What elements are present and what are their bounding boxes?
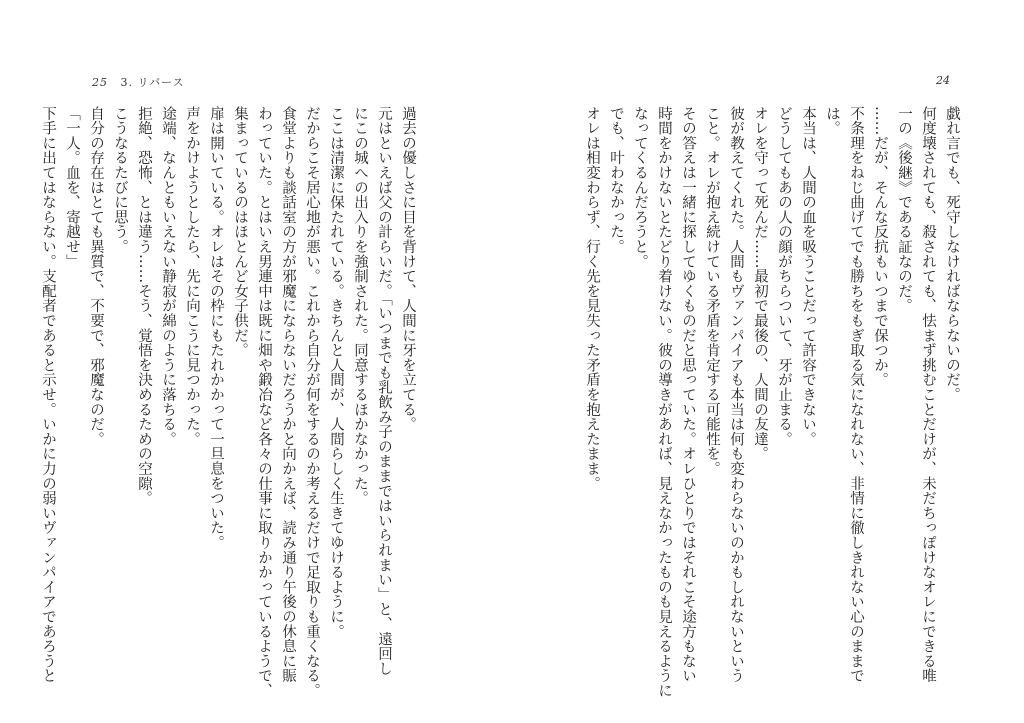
text-line: 不条理をねじ曲げてでも勝ちをもぎ取る気になれない、非情に徹しきれない心のままで [848,106,864,684]
text-line: ……だが、そんな反抗もいつまで保つか。 [872,106,888,388]
text-line: オレは相変わらず、行く先を見失った矛盾を抱えたまま。 [584,106,600,491]
left-page-number: 25 [92,76,108,89]
right-page-body [584,106,964,698]
text-line: 声をかけようとしたら、先に向こうに見つかった。 [184,106,200,447]
text-line: 過去の優しさに目を背けて、人間に牙を立てる。 [400,106,416,432]
text-line: 元はといえば父の計らいだ。「いつまでも乳飲み子のままではいられまい」と、遠回し [376,106,392,676]
text-line: どうしてもあの人の顔がちらついて、牙が止まる。 [776,106,792,447]
text-line: 彼が教えてくれた。人間もヴァンパイアも本当は何も変わらないのかもしれないという [728,106,744,684]
text-line: ここは清潔に保たれている。きちんと人間が、人間らしく生きてゆけるように。 [328,106,344,639]
left-running-header [92,74,185,90]
text-line: にこの城への出入りを強制された。同意するほかなかった。 [352,106,368,506]
text-line: 何度壊されても、殺されても、怯まず挑むことだけが、未だちっぽけなオレにできる唯 [920,106,936,684]
text-line: その答えは一緒に探してゆくものだと思っていた。オレひとりではそれこそ途方もない [680,106,696,684]
text-line: だからこそ居心地が悪い。これから自分が何をするのか考えるだけで足取りも重くなる。 [304,106,320,698]
text-line: でも、叶わなかった。 [608,106,624,254]
text-line: 本当は、人間の血を吸うことだって許容できない。 [800,106,816,447]
text-line: 途端、なんともいえない静寂が綿のように落ちる。 [160,106,176,447]
text-line: 食堂よりも談話室の方が邪魔にならないだろうかと向かえば、読み通り午後の休息に賑 [280,106,296,684]
text-line: オレを守って死んだ……最初で最後の、人間の友達。 [752,106,768,462]
right-page [512,0,1024,723]
text-line: 拒絶、恐怖、とは違う……そう、覚悟を決めるための空隙。 [136,106,152,506]
text-line: こと。オレが抱え続けている矛盾を肯定する可能性を。 [704,106,720,476]
text-line: は。 [824,106,840,136]
text-line: 集まっているのはほとんど女子供だ。 [232,106,248,358]
text-line: 一の《後継》である証なのだ。 [896,106,912,314]
chapter-title: 3. リバース [120,76,185,89]
text-line: 扉は開いている。オレはその枠にもたれかかって一旦息をついた。 [208,106,224,550]
text-line: 下手に出てはならない。支配者であると示せ。いかに力の弱いヴァンパイアであろうと [40,106,56,684]
text-line: わっていた。とはいえ男連中は既に畑や鍛冶など各々の仕事に取りかかっているようで、 [256,106,272,698]
right-page-number: 24 [936,74,950,87]
left-page-body [40,106,420,698]
text-line: こうなるたびに思う。 [112,106,128,254]
text-line: 「一人。血を、寄越せ」 [64,106,80,269]
text-line: 自分の存在はとても異質で、不要で、邪魔なのだ。 [88,106,104,447]
text-line: 時間をかけないとたどり着けない。彼の導きがあれば、見えなかったものも見えるように [656,106,672,698]
text-line: 戯れ言でも、死守しなければならないのだ。 [944,106,960,402]
text-line: なってくるんだろうと。 [632,106,648,269]
